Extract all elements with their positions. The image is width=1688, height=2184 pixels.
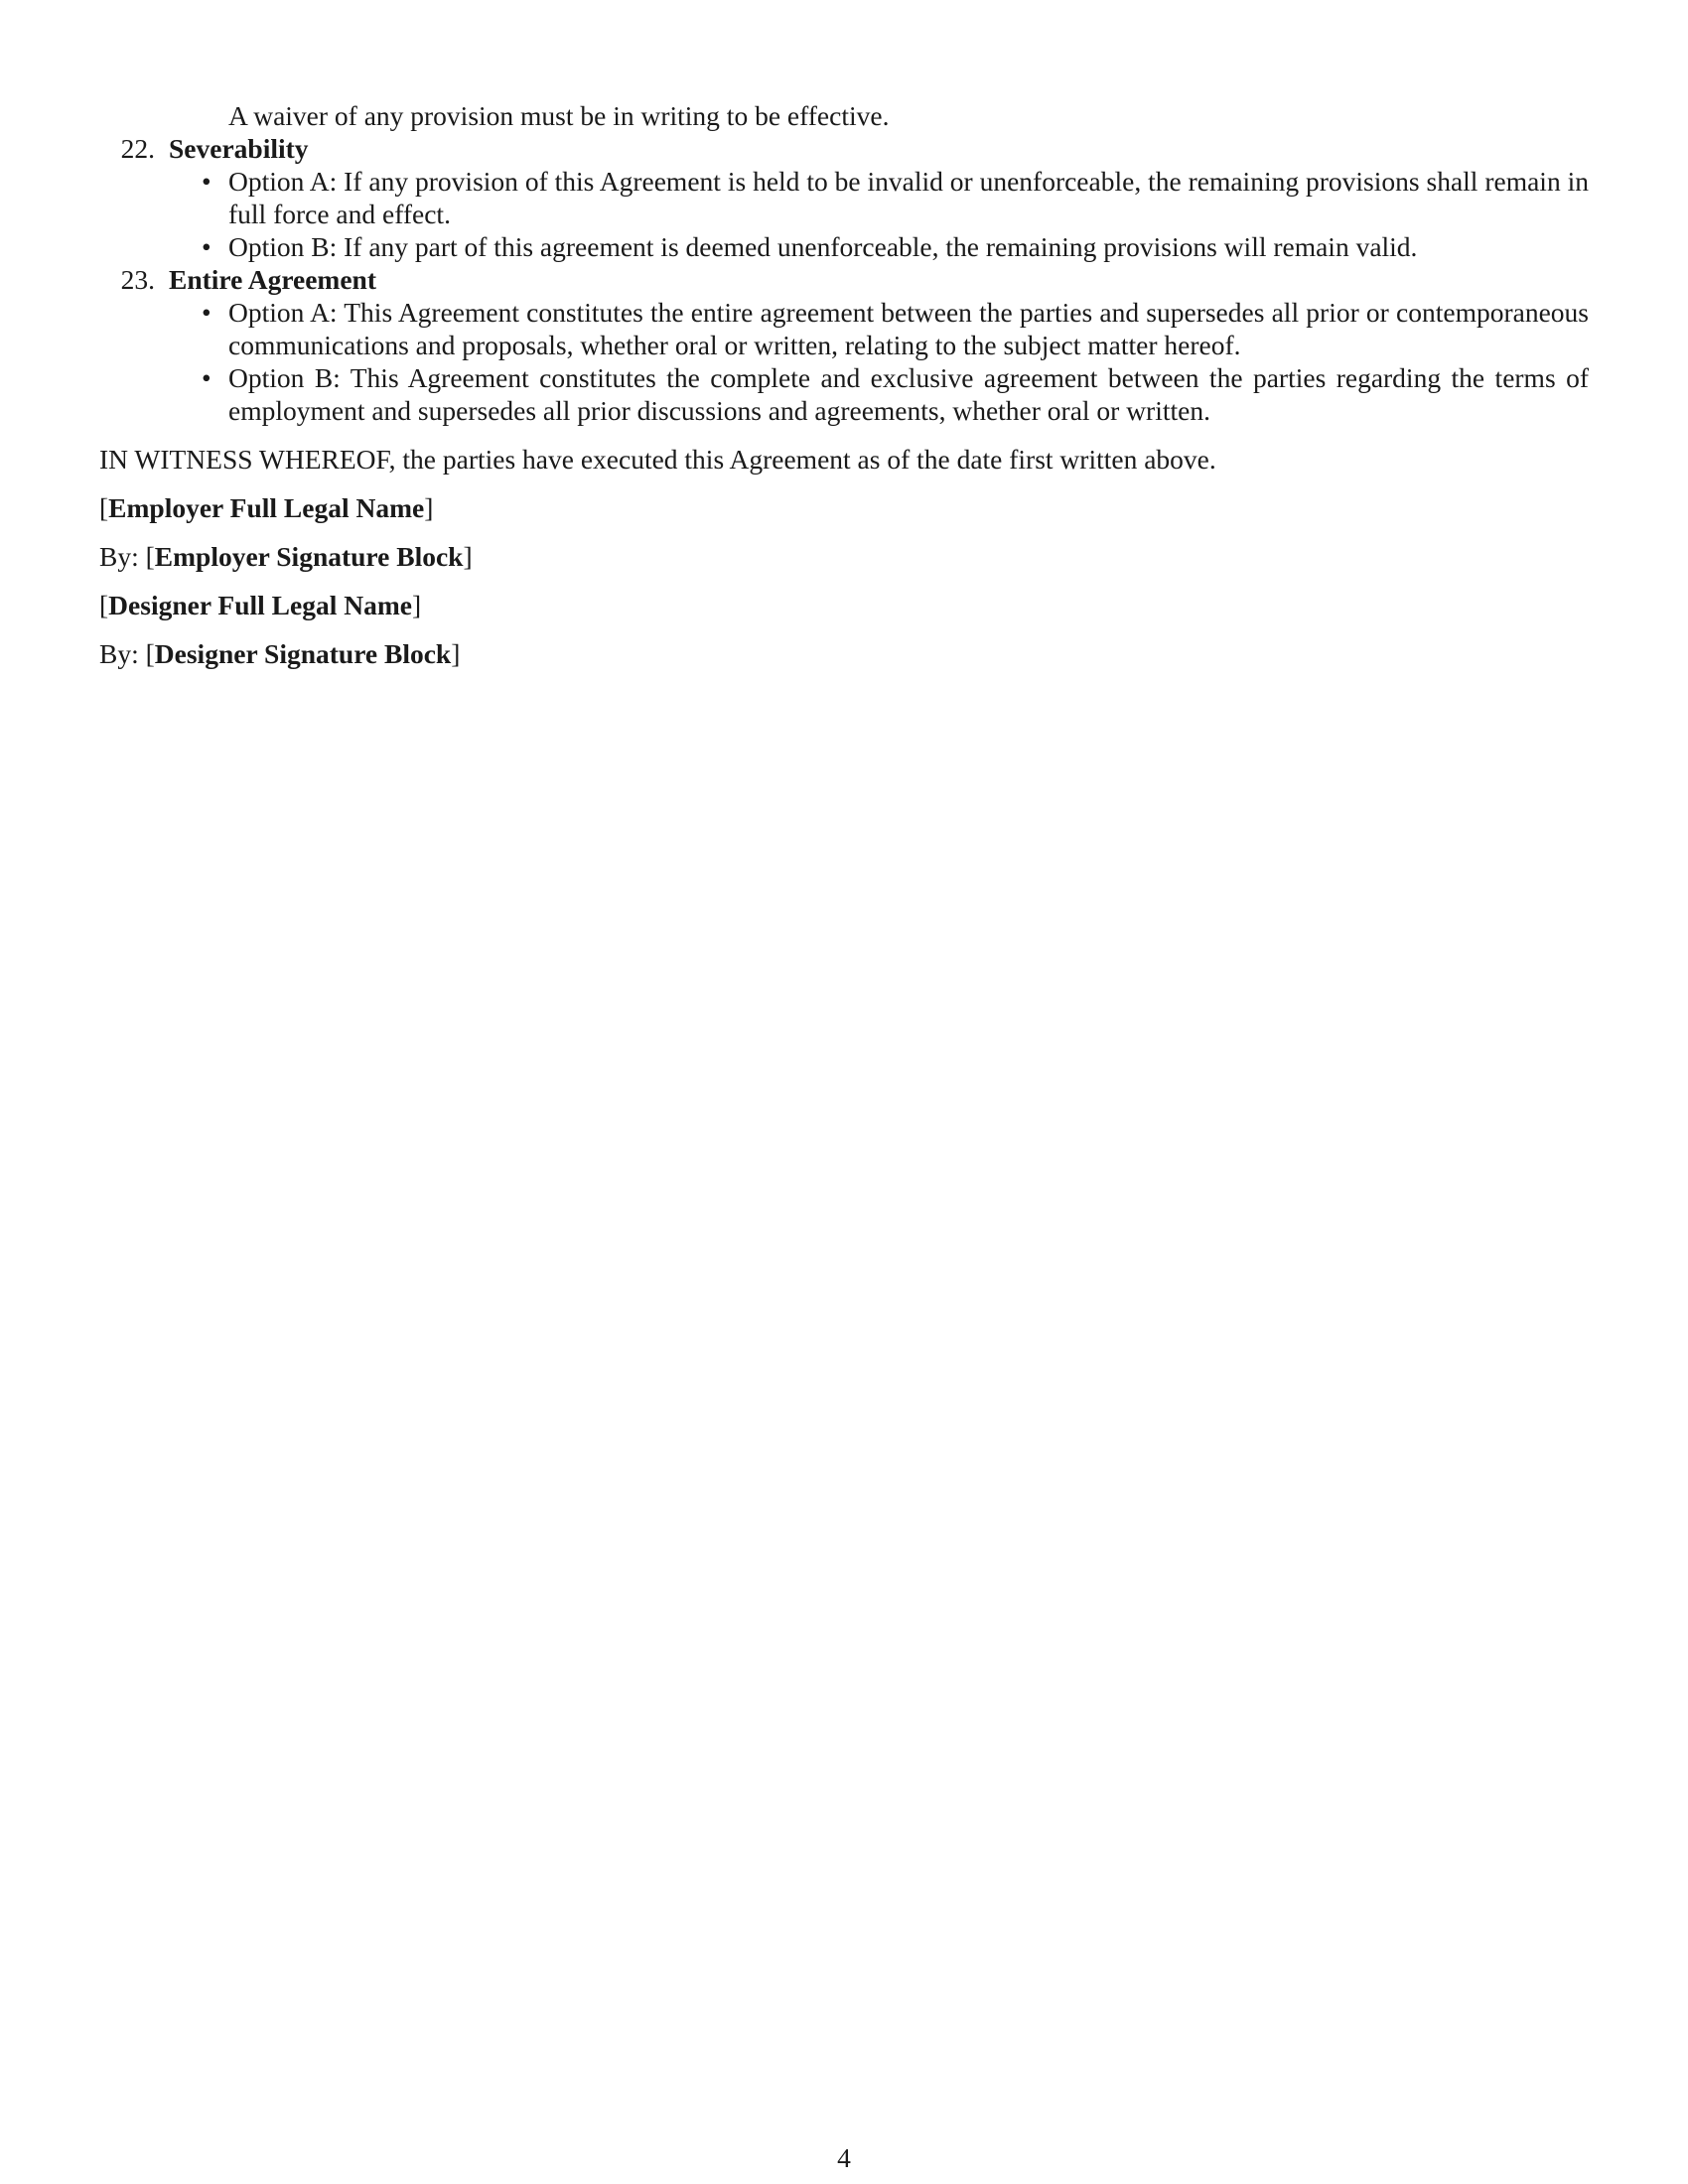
section-heading bbox=[99, 132, 1589, 165]
list-item bbox=[99, 230, 1589, 263]
section-severability bbox=[99, 132, 1589, 263]
option-list bbox=[99, 165, 1589, 263]
section-title: Entire Agreement bbox=[169, 264, 377, 295]
document-body bbox=[99, 99, 1589, 670]
by-label: By: bbox=[99, 638, 139, 669]
list-item bbox=[99, 165, 1589, 230]
carryover-text: A waiver of any provision must be in writing to be effective. bbox=[228, 100, 890, 131]
section-title: Severability bbox=[169, 133, 309, 164]
list-item bbox=[99, 361, 1589, 427]
section-heading bbox=[99, 263, 1589, 296]
bullet-icon: • bbox=[202, 231, 211, 262]
page-number: 4 bbox=[837, 2142, 851, 2173]
by-label: By: bbox=[99, 541, 139, 572]
bullet-icon: • bbox=[202, 166, 211, 197]
employer-signature: Employer Signature Block bbox=[154, 541, 464, 572]
designer-signature-line: By: [Designer Signature Block] bbox=[99, 638, 461, 669]
option-text: Option B: This Agreement constitutes the complete and exclusive agreement between the parties regarding the terms of employment and supersedes all prior discussions and agreements, whether oral or written. bbox=[228, 362, 1589, 426]
section-entire-agreement bbox=[99, 263, 1589, 427]
bullet-icon: • bbox=[202, 297, 211, 328]
option-text: Option A: If any provision of this Agreement is held to be invalid or unenforceable, the remaining provisions shall remain in full force and effect. bbox=[228, 166, 1589, 229]
witness-paragraph: IN WITNESS WHEREOF, the parties have executed this Agreement as of the date first written above. bbox=[99, 444, 1216, 475]
designer-name: Designer Full Legal Name bbox=[108, 590, 412, 620]
employer-signature-line: By: [Employer Signature Block] bbox=[99, 541, 473, 572]
list-item bbox=[99, 296, 1589, 361]
option-list bbox=[99, 296, 1589, 427]
designer-name-line: [Designer Full Legal Name] bbox=[99, 590, 422, 620]
employer-name: Employer Full Legal Name bbox=[108, 492, 425, 523]
designer-signature: Designer Signature Block bbox=[154, 638, 452, 669]
section-number: 22. bbox=[120, 133, 155, 164]
option-text: Option B: If any part of this agreement is deemed unenforceable, the remaining provisions will remain valid. bbox=[228, 231, 1418, 262]
option-text: Option A: This Agreement constitutes the entire agreement between the parties and supersedes all prior or contemporaneous communications and proposals, whether oral or written, relating to the subject matter hereof. bbox=[228, 297, 1589, 360]
bullet-icon: • bbox=[202, 362, 211, 393]
employer-name-line: [Employer Full Legal Name] bbox=[99, 492, 434, 523]
section-number: 23. bbox=[120, 264, 155, 295]
